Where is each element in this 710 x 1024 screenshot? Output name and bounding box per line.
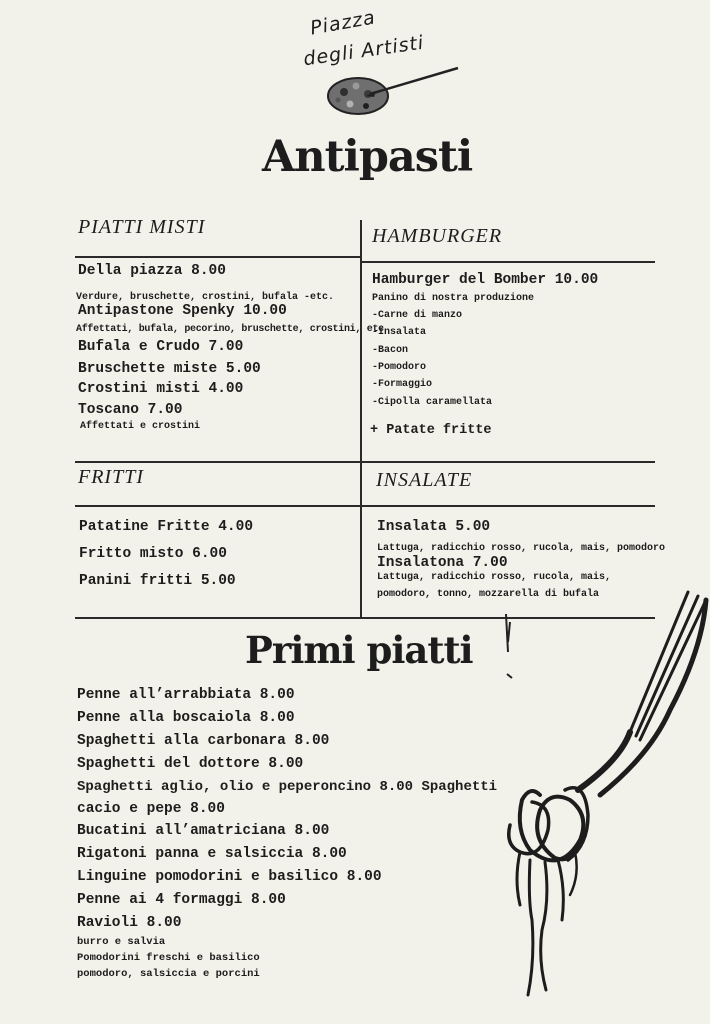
primi-item: Rigatoni panna e salsiccia 8.00 xyxy=(77,846,347,862)
hamburger-line: -Formaggio xyxy=(372,379,433,390)
insalate-item-desc2: pomodoro, tonno, mozzarella di bufala xyxy=(377,589,600,600)
divider-middle xyxy=(75,461,655,463)
piatti-item-name: Crostini misti 4.00 xyxy=(78,381,244,397)
pencil-mark-icon xyxy=(498,612,518,682)
primi-item: Penne ai 4 formaggi 8.00 xyxy=(77,892,286,908)
ravioli-option: Pomodorini freschi e basilico xyxy=(77,952,260,964)
insalate-item-name: Insalata 5.00 xyxy=(377,519,491,535)
divider-piatti-header xyxy=(75,256,360,258)
primi-item: Penne alla boscaiola 8.00 xyxy=(77,710,295,726)
fritti-item: Fritto misto 6.00 xyxy=(79,546,227,562)
piatti-item-desc: Affettati e crostini xyxy=(80,421,201,432)
divider-hamburger-header xyxy=(362,261,655,263)
hamburger-extra: + Patate fritte xyxy=(370,423,492,438)
divider-fritti-header xyxy=(75,505,360,507)
primi-item: Spaghetti del dottore 8.00 xyxy=(77,756,304,772)
primi-item: Spaghetti alla carbonara 8.00 xyxy=(77,733,330,749)
piatti-item-name: Toscano 7.00 xyxy=(78,402,183,418)
divider-vertical xyxy=(360,220,362,618)
primi-title: Primi piatti xyxy=(245,628,473,672)
insalate-item-desc: Lattuga, radicchio rosso, rucola, mais, xyxy=(377,572,612,583)
hamburger-line: -Bacon xyxy=(372,345,409,356)
hamburger-name: Hamburger del Bomber 10.00 xyxy=(372,272,599,288)
hamburger-line: -Cipolla caramellata xyxy=(372,397,493,408)
piatti-item-name: Antipastone Spenky 10.00 xyxy=(78,303,287,319)
palette-brush-icon xyxy=(322,64,462,124)
logo-title-line2: degli Artisti xyxy=(302,31,426,71)
piatti-item-desc: Verdure, bruschette, crostini, bufala -etc. xyxy=(76,292,335,303)
logo-title-line1: Piazza xyxy=(308,6,378,40)
antipasti-title: Antipasti xyxy=(262,132,473,182)
hamburger-line: -Carne di manzo xyxy=(372,310,463,321)
hamburger-line: -Pomodoro xyxy=(372,362,427,373)
insalate-item-desc: Lattuga, radicchio rosso, rucola, mais, pomodoro xyxy=(377,543,666,554)
fritti-item: Patatine Fritte 4.00 xyxy=(79,519,254,535)
piatti-misti-header: PIATTI MISTI xyxy=(78,216,206,238)
primi-item: Penne all’arrabbiata 8.00 xyxy=(77,687,295,703)
piatti-item-name: Bruschette miste 5.00 xyxy=(78,361,261,377)
fritti-header: FRITTI xyxy=(78,466,144,488)
piatti-item-desc: Affettati, bufala, pecorino, bruschette, crostini, etc xyxy=(76,324,384,335)
primi-item: Ravioli 8.00 xyxy=(77,915,182,931)
insalate-item-name: Insalatona 7.00 xyxy=(377,555,508,571)
ravioli-option: pomodoro, salsiccia e porcini xyxy=(77,968,260,980)
hamburger-line: -Insalata xyxy=(372,327,427,338)
primi-item: cacio e pepe 8.00 xyxy=(77,801,225,817)
piatti-item-name: Bufala e Crudo 7.00 xyxy=(78,339,244,355)
ravioli-option: burro e salvia xyxy=(77,936,166,948)
hamburger-header: HAMBURGER xyxy=(372,225,503,247)
primi-item: Linguine pomodorini e basilico 8.00 xyxy=(77,869,382,885)
piatti-item-name: Della piazza 8.00 xyxy=(78,263,226,279)
fritti-item: Panini fritti 5.00 xyxy=(79,573,236,589)
divider-insalate-header xyxy=(362,505,655,507)
hamburger-line: Panino di nostra produzione xyxy=(372,293,535,304)
insalate-header: INSALATE xyxy=(376,469,473,491)
primi-item: Spaghetti aglio, olio e peperoncino 8.00 Spaghetti xyxy=(77,779,498,795)
primi-item: Bucatini all’amatriciana 8.00 xyxy=(77,823,330,839)
